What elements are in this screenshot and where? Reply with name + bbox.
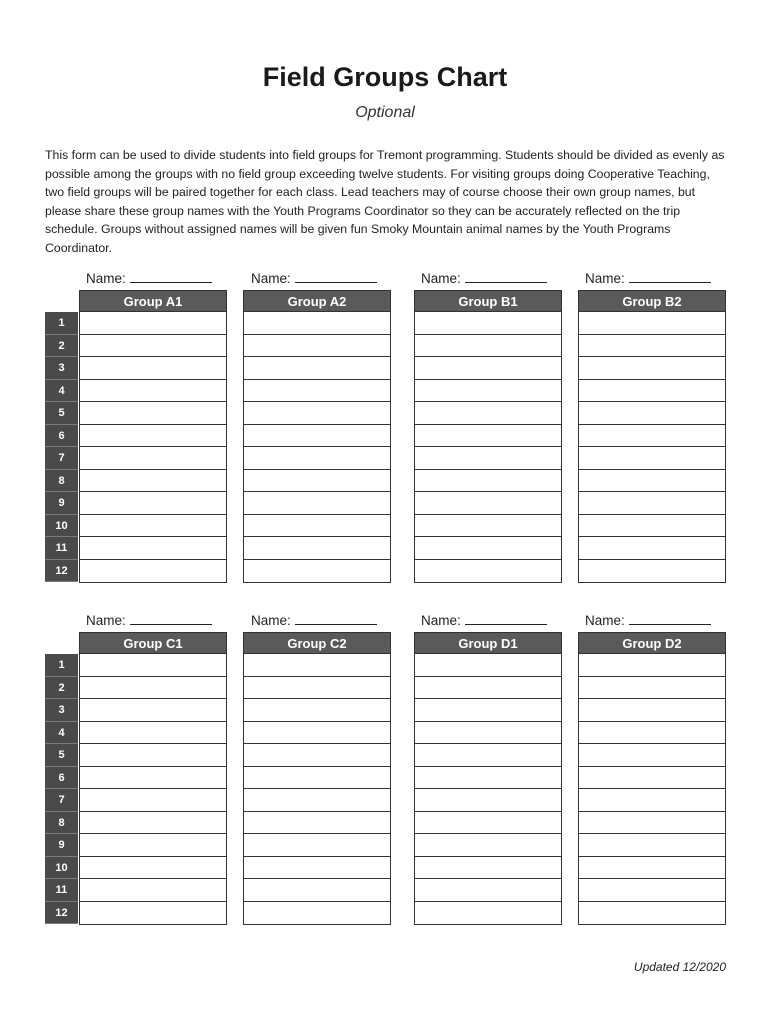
student-entry-cell[interactable] (579, 402, 725, 425)
student-entry-cell[interactable] (579, 492, 725, 515)
student-entry-cell[interactable] (244, 812, 390, 835)
row-number: 3 (45, 699, 78, 722)
student-entry-cell[interactable] (80, 767, 226, 790)
group-table (578, 290, 726, 583)
row-number: 1 (45, 654, 78, 677)
group-table (578, 632, 726, 925)
student-entry-cell[interactable] (415, 789, 561, 812)
group-rows (243, 312, 391, 583)
student-entry-cell[interactable] (244, 789, 390, 812)
student-entry-cell[interactable] (415, 515, 561, 538)
group-rows (243, 654, 391, 925)
group-table (243, 632, 391, 925)
group-table (414, 632, 562, 925)
student-entry-cell[interactable] (244, 335, 390, 358)
student-entry-cell[interactable] (415, 447, 561, 470)
name-label: Name: (585, 613, 625, 628)
student-entry-cell[interactable] (579, 447, 725, 470)
row-number: 1 (45, 312, 78, 335)
student-entry-cell[interactable] (415, 357, 561, 380)
student-entry-cell[interactable] (80, 677, 226, 700)
group-rows (578, 312, 726, 583)
student-entry-cell[interactable] (579, 537, 725, 560)
student-entry-cell[interactable] (80, 812, 226, 835)
group-table (243, 290, 391, 583)
group-rows (578, 654, 726, 925)
name-label: Name: (421, 271, 461, 286)
group-name-field[interactable] (585, 270, 711, 286)
student-entry-cell[interactable] (415, 560, 561, 583)
row-number: 12 (45, 902, 78, 925)
student-entry-cell[interactable] (80, 357, 226, 380)
student-entry-cell[interactable] (244, 402, 390, 425)
student-entry-cell[interactable] (80, 492, 226, 515)
student-entry-cell[interactable] (579, 699, 725, 722)
group-header: Group B1 (414, 290, 562, 312)
group-name-field[interactable] (251, 612, 377, 628)
name-blank-line[interactable] (465, 270, 547, 283)
row-number: 9 (45, 492, 78, 515)
student-entry-cell[interactable] (579, 744, 725, 767)
row-number: 2 (45, 677, 78, 700)
row-number: 10 (45, 857, 78, 880)
group-header: Group C2 (243, 632, 391, 654)
student-entry-cell[interactable] (80, 402, 226, 425)
student-entry-cell[interactable] (579, 654, 725, 677)
group-header: Group D2 (578, 632, 726, 654)
group-rows (414, 312, 562, 583)
name-label: Name: (86, 271, 126, 286)
student-entry-cell[interactable] (80, 879, 226, 902)
student-entry-cell[interactable] (579, 857, 725, 880)
student-entry-cell[interactable] (244, 654, 390, 677)
name-blank-line[interactable] (629, 270, 711, 283)
student-entry-cell[interactable] (80, 312, 226, 335)
student-entry-cell[interactable] (244, 677, 390, 700)
row-number: 7 (45, 447, 78, 470)
student-entry-cell[interactable] (415, 677, 561, 700)
group-header: Group A2 (243, 290, 391, 312)
name-blank-line[interactable] (465, 612, 547, 625)
row-number: 7 (45, 789, 78, 812)
student-entry-cell[interactable] (244, 537, 390, 560)
student-entry-cell[interactable] (244, 699, 390, 722)
student-entry-cell[interactable] (244, 560, 390, 583)
student-entry-cell[interactable] (244, 470, 390, 493)
student-entry-cell[interactable] (415, 312, 561, 335)
student-entry-cell[interactable] (80, 470, 226, 493)
student-entry-cell[interactable] (415, 380, 561, 403)
group-header: Group C1 (79, 632, 227, 654)
student-entry-cell[interactable] (80, 447, 226, 470)
name-label: Name: (251, 613, 291, 628)
student-entry-cell[interactable] (579, 515, 725, 538)
row-number: 4 (45, 722, 78, 745)
group-table (79, 632, 227, 925)
student-entry-cell[interactable] (244, 879, 390, 902)
student-entry-cell[interactable] (579, 834, 725, 857)
student-entry-cell[interactable] (80, 515, 226, 538)
row-number: 8 (45, 470, 78, 493)
student-entry-cell[interactable] (80, 425, 226, 448)
student-entry-cell[interactable] (579, 902, 725, 925)
student-entry-cell[interactable] (80, 537, 226, 560)
student-entry-cell[interactable] (415, 699, 561, 722)
group-table (79, 290, 227, 583)
student-entry-cell[interactable] (579, 380, 725, 403)
name-label: Name: (251, 271, 291, 286)
row-number: 9 (45, 834, 78, 857)
row-number: 2 (45, 335, 78, 358)
student-entry-cell[interactable] (244, 744, 390, 767)
student-entry-cell[interactable] (415, 537, 561, 560)
student-entry-cell[interactable] (579, 722, 725, 745)
student-entry-cell[interactable] (415, 492, 561, 515)
page-title: Field Groups Chart (262, 62, 508, 92)
student-entry-cell[interactable] (579, 470, 725, 493)
row-number: 12 (45, 560, 78, 583)
student-entry-cell[interactable] (80, 857, 226, 880)
student-entry-cell[interactable] (415, 767, 561, 790)
group-name-field[interactable] (421, 270, 547, 286)
student-entry-cell[interactable] (244, 492, 390, 515)
name-blank-line[interactable] (295, 612, 377, 625)
name-blank-line[interactable] (629, 612, 711, 625)
student-entry-cell[interactable] (244, 857, 390, 880)
row-number: 6 (45, 425, 78, 448)
student-entry-cell[interactable] (244, 767, 390, 790)
updated-note: Updated 12/2020 (633, 960, 726, 974)
student-entry-cell[interactable] (80, 335, 226, 358)
student-entry-cell[interactable] (244, 902, 390, 925)
student-entry-cell[interactable] (80, 560, 226, 583)
student-entry-cell[interactable] (80, 789, 226, 812)
student-entry-cell[interactable] (415, 902, 561, 925)
group-table (414, 290, 562, 583)
row-number: 10 (45, 515, 78, 538)
student-entry-cell[interactable] (80, 699, 226, 722)
student-entry-cell[interactable] (579, 357, 725, 380)
group-name-field[interactable] (251, 270, 377, 286)
student-entry-cell[interactable] (579, 677, 725, 700)
student-entry-cell[interactable] (244, 425, 390, 448)
row-number: 5 (45, 402, 78, 425)
group-header: Group D1 (414, 632, 562, 654)
student-entry-cell[interactable] (579, 812, 725, 835)
student-entry-cell[interactable] (244, 722, 390, 745)
group-header: Group A1 (79, 290, 227, 312)
row-number: 6 (45, 767, 78, 790)
student-entry-cell[interactable] (244, 834, 390, 857)
group-header: Group B2 (578, 290, 726, 312)
student-entry-cell[interactable] (415, 857, 561, 880)
student-entry-cell[interactable] (415, 722, 561, 745)
student-entry-cell[interactable] (415, 335, 561, 358)
row-number: 11 (45, 879, 78, 902)
student-entry-cell[interactable] (80, 380, 226, 403)
student-entry-cell[interactable] (415, 812, 561, 835)
group-name-field[interactable] (86, 612, 212, 628)
row-number-column (45, 312, 78, 582)
student-entry-cell[interactable] (415, 834, 561, 857)
row-number: 11 (45, 537, 78, 560)
group-name-field[interactable] (86, 270, 212, 286)
name-label: Name: (421, 613, 461, 628)
name-label: Name: (585, 271, 625, 286)
page-subtitle: Optional (355, 104, 415, 121)
student-entry-cell[interactable] (579, 425, 725, 448)
row-number: 8 (45, 812, 78, 835)
student-entry-cell[interactable] (579, 335, 725, 358)
group-rows (79, 654, 227, 925)
student-entry-cell[interactable] (579, 312, 725, 335)
name-blank-line[interactable] (130, 612, 212, 625)
student-entry-cell[interactable] (80, 722, 226, 745)
student-entry-cell[interactable] (579, 789, 725, 812)
student-entry-cell[interactable] (415, 402, 561, 425)
group-rows (79, 312, 227, 583)
group-name-field[interactable] (585, 612, 711, 628)
student-entry-cell[interactable] (244, 515, 390, 538)
name-blank-line[interactable] (295, 270, 377, 283)
student-entry-cell[interactable] (415, 744, 561, 767)
group-rows (414, 654, 562, 925)
group-name-field[interactable] (421, 612, 547, 628)
row-number: 3 (45, 357, 78, 380)
student-entry-cell[interactable] (244, 312, 390, 335)
intro-paragraph: This form can be used to divide students into field groups for Tremont programming. Students should be divided as evenly as possible among the groups with no field group exceeding twelve students. For visiting groups doing Cooperative Teaching, two field groups will be paired together for each class. Lead teachers may of course choose their own group names, but please share these group names with the Youth Programs Coordinator so they can be accurately reflected on the trip schedule. Groups without assigned names will be given fun Smoky Mountain animal names by the Youth Programs Coordinator. (45, 148, 725, 255)
row-number-column (45, 654, 78, 924)
name-blank-line[interactable] (130, 270, 212, 283)
student-entry-cell[interactable] (415, 470, 561, 493)
student-entry-cell[interactable] (80, 654, 226, 677)
student-entry-cell[interactable] (244, 357, 390, 380)
student-entry-cell[interactable] (579, 879, 725, 902)
name-label: Name: (86, 613, 126, 628)
student-entry-cell[interactable] (579, 560, 725, 583)
student-entry-cell[interactable] (415, 654, 561, 677)
student-entry-cell[interactable] (579, 767, 725, 790)
student-entry-cell[interactable] (415, 879, 561, 902)
student-entry-cell[interactable] (80, 902, 226, 925)
student-entry-cell[interactable] (244, 380, 390, 403)
row-number: 5 (45, 744, 78, 767)
row-number: 4 (45, 380, 78, 403)
student-entry-cell[interactable] (80, 744, 226, 767)
student-entry-cell[interactable] (80, 834, 226, 857)
student-entry-cell[interactable] (415, 425, 561, 448)
student-entry-cell[interactable] (244, 447, 390, 470)
